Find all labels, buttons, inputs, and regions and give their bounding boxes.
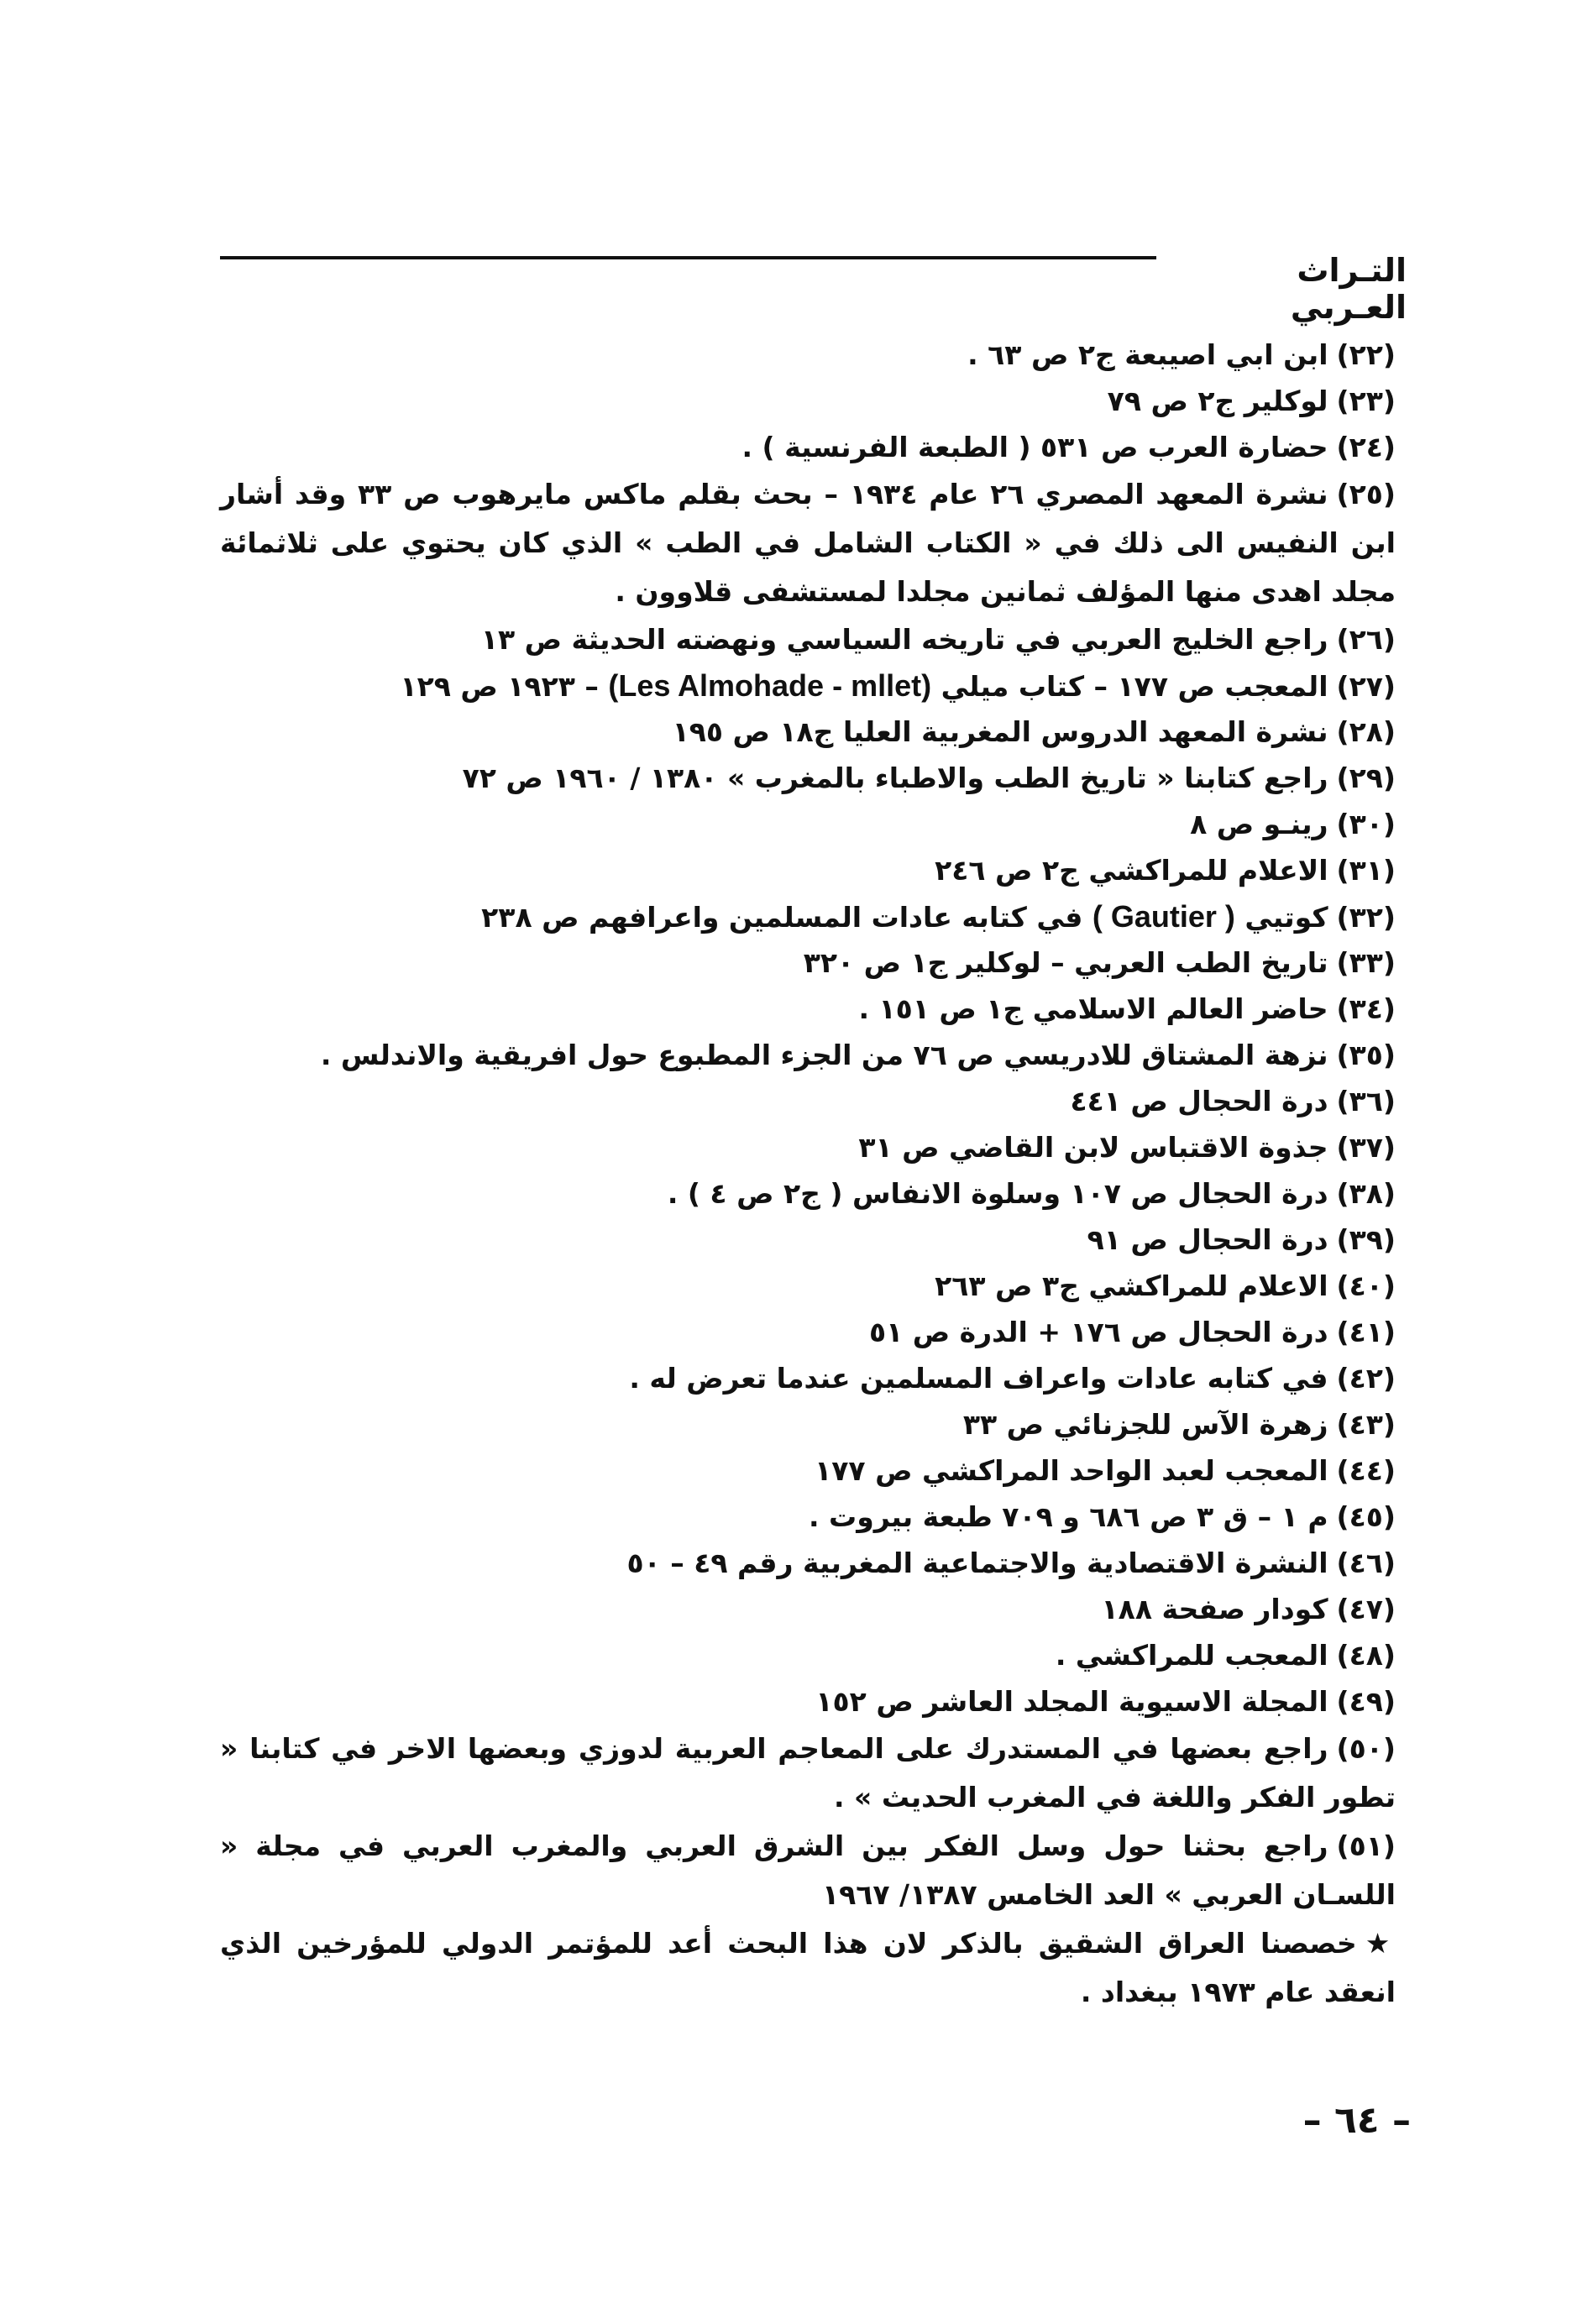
- endnote-text: النشرة الاقتصادية والاجتماعية المغربية رقم ٤٩ – ٥٠: [626, 1547, 1328, 1579]
- endnote-text: الاعلام للمراكشي ج٢ ص ٢٤٦: [935, 854, 1328, 887]
- endnote-number: (٢٣): [1336, 385, 1396, 417]
- endnote-text: م ١ – ق ٣ ص ٦٨٦ و ٧٠٩ طبعة بيروت .: [809, 1500, 1328, 1533]
- endnote-number: (٢٩): [1336, 762, 1396, 794]
- header-rule: [220, 256, 1156, 259]
- endnote-number: (٥١): [1336, 1829, 1396, 1862]
- endnote-item: [220, 986, 1396, 1032]
- endnote-item: [220, 332, 1396, 378]
- endnote-item: [220, 755, 1396, 801]
- endnote-text: راجع الخليج العربي في تاريخه السياسي ونهضته الحديثة ص ١٣: [480, 623, 1328, 656]
- endnote-number: (٣٤): [1336, 992, 1396, 1025]
- endnote-text: درة الحجال ص ١٧٦ + الدرة ص ٥١: [868, 1316, 1328, 1348]
- page-number: – ٦٤ –: [1302, 2099, 1411, 2142]
- endnote-item: [220, 709, 1396, 755]
- endnote-text: في كتابه عادات واعراف المسلمين عندما تعرض له .: [629, 1362, 1328, 1395]
- endnote-item: [220, 616, 1396, 662]
- star-icon: ★: [1365, 1927, 1396, 1960]
- endnote-number: (٤٨): [1336, 1639, 1396, 1672]
- endnote-text: المعجب ص ١٧٧ – كتاب ميلي: [941, 670, 1328, 703]
- endnote-item: [220, 1401, 1396, 1447]
- endnote-number: (٥٠): [1336, 1732, 1396, 1765]
- endnote-text: درة الحجال ص ٤٤١: [1070, 1085, 1328, 1118]
- endnote-text: الاعلام للمراكشي ج٣ ص ٢٦٣: [935, 1269, 1328, 1302]
- endnote-text: درة الحجال ص ١٠٧ وسلوة الانفاس ( ج٢ ص ٤ ) .: [667, 1177, 1328, 1210]
- endnote-item: [220, 1170, 1396, 1217]
- endnote-number: (٤٠): [1336, 1269, 1396, 1302]
- endnote-number: (٣٩): [1336, 1223, 1396, 1256]
- endnote-number: (٣٠): [1336, 808, 1396, 840]
- endnote-text: راجع بحثنا حول وسل الفكر بين الشرق العربي والمغرب العربي في مجلة « اللسـان العربي » العد الخامس ١٣٨٧/ ١٩٦٧: [220, 1829, 1396, 1911]
- endnote-number: (٢٥): [1336, 478, 1396, 510]
- endnote-text: نشرة المعهد المصري ٢٦ عام ١٩٣٤ – بحث بقلم ماكس مايرهوب ص ٣٣ وقد أشار ابن النفيس الى ذلك في « الكتاب الشامل في الطب » الذي كان يحتوي على ثلاثمائة مجلد اهدى منها المؤلف ثمانين مجلدا لمستشفى قلاوون .: [220, 478, 1396, 608]
- endnote-item: [220, 1447, 1396, 1494]
- endnote-number: (٣٧): [1336, 1131, 1396, 1164]
- endnote-text: حاضر العالم الاسلامي ج١ ص ١٥١ .: [858, 992, 1328, 1025]
- endnote-number: (٢٢): [1336, 338, 1396, 371]
- endnote-number: (٣٨): [1336, 1177, 1396, 1210]
- endnote-text: تاريخ الطب العربي – لوكلير ج١ ص ٣٢٠: [803, 946, 1328, 979]
- endnote-item: [220, 1309, 1396, 1355]
- endnote-item: [220, 1355, 1396, 1401]
- endnote-text: – ١٩٢٣ ص ١٢٩: [400, 670, 599, 703]
- endnote-item: [220, 1540, 1396, 1586]
- endnote-number: (٢٤): [1336, 431, 1396, 463]
- endnote-text: كودار صفحة ١٨٨: [1101, 1593, 1328, 1625]
- endnote-text: كوتيي: [1244, 901, 1328, 934]
- endnote-number: (٤٦): [1336, 1547, 1396, 1579]
- endnote-item: [220, 1632, 1396, 1678]
- endnote-number: (٣١): [1336, 854, 1396, 887]
- endnote-text: نشرة المعهد الدروس المغربية العليا ج١٨ ص ١٩٥: [672, 715, 1328, 748]
- endnote-number: (٤٥): [1336, 1500, 1396, 1533]
- endnote-number: (٤٢): [1336, 1362, 1396, 1395]
- endnote-number: (٢٧): [1336, 670, 1396, 703]
- endnote-text: راجع كتابنا « تاريخ الطب والاطباء بالمغرب » ١٣٨٠ / ١٩٦٠ ص ٧٢: [462, 762, 1328, 794]
- endnote-number: (٤١): [1336, 1316, 1396, 1348]
- endnote-item: [220, 1678, 1396, 1725]
- endnote-text: نزهة المشتاق للادريسي ص ٧٦ من الجزء المطبوع حول افريقية والاندلس .: [320, 1039, 1328, 1071]
- endnote-number: (٣٣): [1336, 946, 1396, 979]
- endnote-text: رينـو ص ٨: [1190, 808, 1328, 840]
- endnote-number: (٣٦): [1336, 1085, 1396, 1118]
- endnote-item: [220, 1822, 1396, 1919]
- endnote-text: المجلة الاسيوية المجلد العاشر ص ١٥٢: [815, 1685, 1328, 1718]
- endnote-item: [220, 940, 1396, 986]
- endnote-text: في كتابه عادات المسلمين واعرافهم ص ٢٣٨: [481, 901, 1083, 934]
- endnotes-list: [220, 332, 1396, 2017]
- endnote-latin-text: ( Gautier ): [1092, 899, 1235, 934]
- endnote-text: ابن ابي اصيبعة ج٢ ص ٦٣ .: [967, 338, 1328, 371]
- endnote-number: (٢٦): [1336, 623, 1396, 656]
- endnote-item: [220, 378, 1396, 424]
- star-footnote-text: خصصنا العراق الشقيق بالذكر لان هذا البحث أعد للمؤتمر الدولي للمؤرخين الذي انعقد عام ١٩٧٣ ببغداد .: [220, 1927, 1396, 2008]
- endnote-item: [220, 1494, 1396, 1540]
- star-footnote: [220, 1919, 1396, 2017]
- endnote-item: [220, 1725, 1396, 1822]
- endnote-number: (٢٨): [1336, 715, 1396, 748]
- endnote-text: زهرة الآس للجزنائي ص ٣٣: [962, 1408, 1328, 1441]
- endnote-item: [220, 893, 1396, 940]
- endnote-number: (٤٤): [1336, 1454, 1396, 1487]
- endnote-latin-text: (Les Almohade - mllet): [608, 668, 932, 703]
- endnote-item: [220, 470, 1396, 616]
- endnote-number: (٣٥): [1336, 1039, 1396, 1071]
- endnote-number: (٣٢): [1336, 901, 1396, 934]
- endnote-item: [220, 847, 1396, 893]
- endnote-item: [220, 424, 1396, 470]
- endnote-number: (٤٧): [1336, 1593, 1396, 1625]
- running-header-title: التـراث العـربي: [1290, 252, 1407, 326]
- endnote-text: راجع بعضها في المستدرك على المعاجم العربية لدوزي وبعضها الاخر في كتابنا « تطور الفكر واللغة في المغرب الحديث » .: [220, 1732, 1396, 1814]
- endnote-item: [220, 1124, 1396, 1170]
- endnote-item: [220, 662, 1396, 709]
- endnote-text: جذوة الاقتباس لابن القاضي ص ٣١: [858, 1131, 1328, 1164]
- endnote-item: [220, 1263, 1396, 1309]
- endnote-item: [220, 1217, 1396, 1263]
- endnote-item: [220, 1032, 1396, 1078]
- endnote-item: [220, 801, 1396, 847]
- endnote-item: [220, 1586, 1396, 1632]
- endnote-text: المعجب للمراكشي .: [1055, 1639, 1328, 1672]
- endnote-item: [220, 1078, 1396, 1124]
- endnote-number: (٤٣): [1336, 1408, 1396, 1441]
- endnote-text: المعجب لعبد الواحد المراكشي ص ١٧٧: [815, 1454, 1328, 1487]
- endnote-text: حضارة العرب ص ٥٣١ ( الطبعة الفرنسية ) .: [741, 431, 1328, 463]
- endnote-number: (٤٩): [1336, 1685, 1396, 1718]
- endnote-text: لوكلير ج٢ ص ٧٩: [1107, 385, 1328, 417]
- endnote-text: درة الحجال ص ٩١: [1087, 1223, 1328, 1256]
